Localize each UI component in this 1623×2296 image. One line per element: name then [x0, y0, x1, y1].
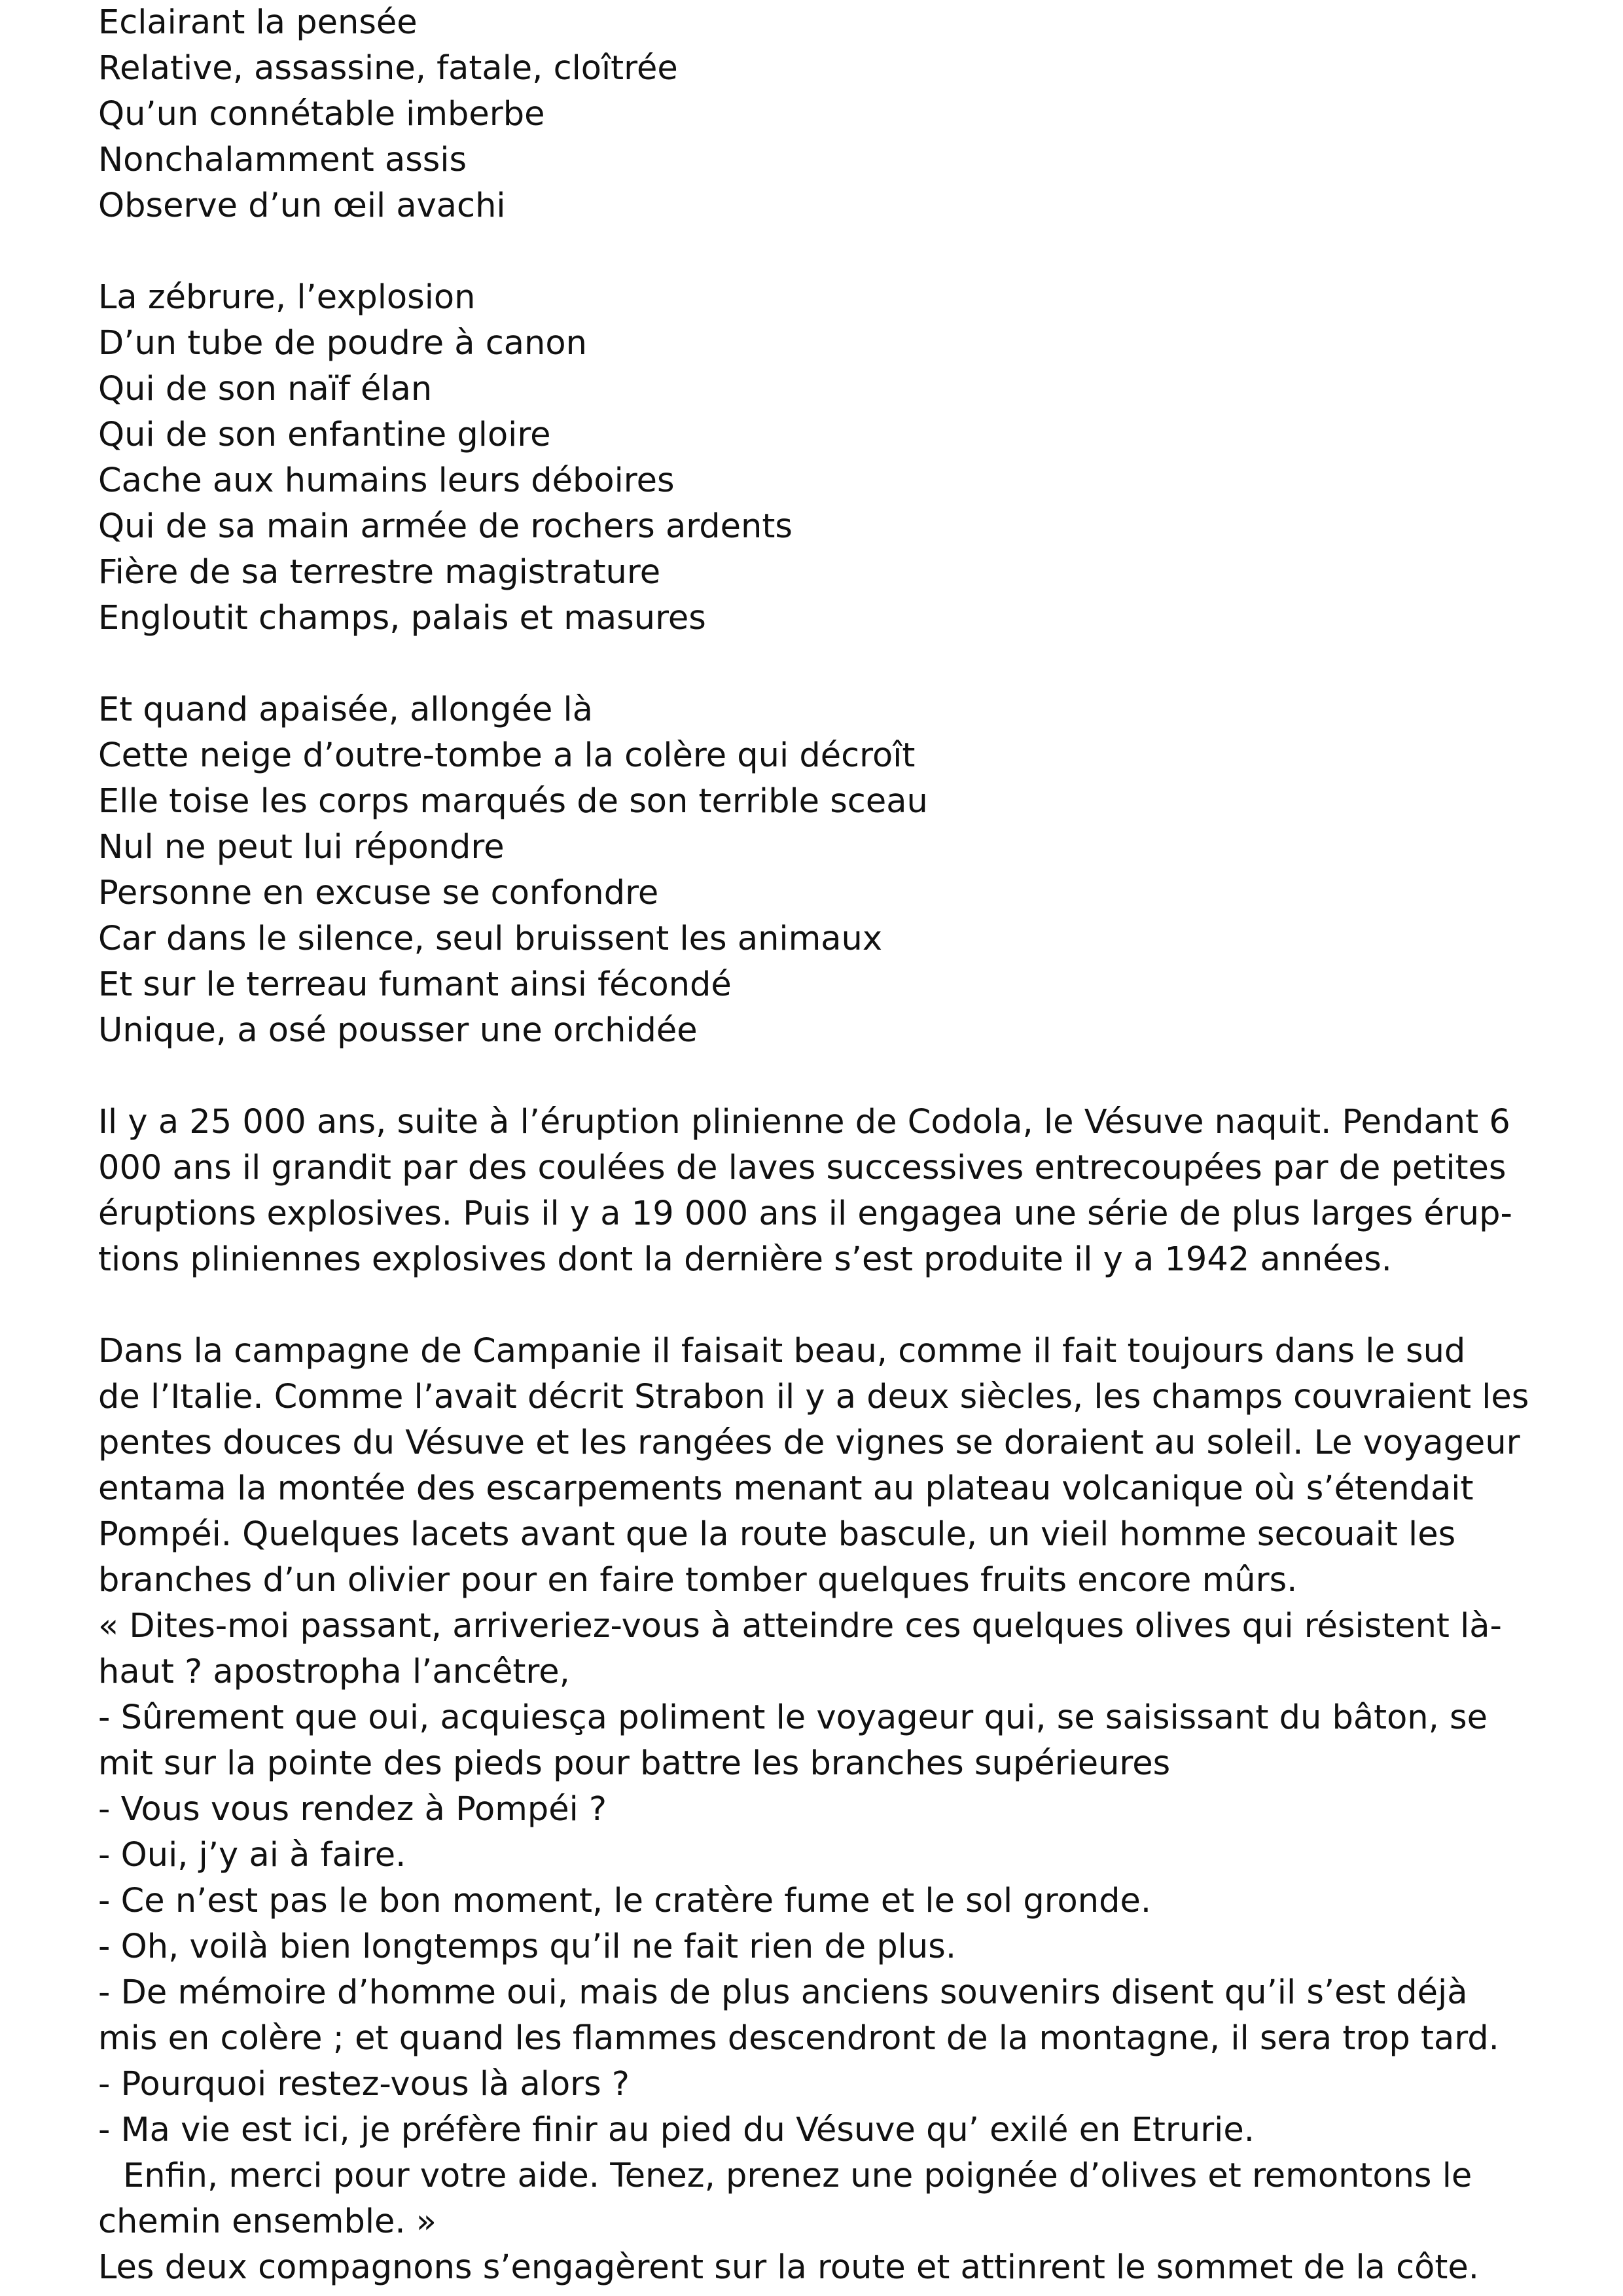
prose-line: de l’Italie. Comme l’avait décrit Strabon il y a deux siècles, les champs couvraient les: [98, 1378, 1529, 1416]
poem-stanza-2: [98, 275, 1525, 641]
poem-line: Nul ne peut lui répondre: [98, 828, 505, 867]
prose-line: entama la montée des escarpements menant au plateau volcanique où s’étendait: [98, 1469, 1474, 1508]
dialogue-line: - Ma vie est ici, je préfère finir au pied du Vésuve qu’ exilé en Etrurie.: [98, 2111, 1255, 2149]
dialogue-line: chemin ensemble. »: [98, 2202, 437, 2241]
prose-line: Pompéi. Quelques lacets avant que la route bascule, un vieil homme secouait les: [98, 1515, 1456, 1554]
poem-line: Cache aux humains leurs déboires: [98, 461, 675, 500]
poem-line: Qui de sa main armée de rochers ardents: [98, 507, 793, 546]
dialogue-line: - Ce n’est pas le bon moment, le cratère fume et le sol gronde.: [98, 1882, 1152, 1920]
prose-line: Il y a 25 000 ans, suite à l’éruption plinienne de Codola, le Vésuve naquit. Pendant 6: [98, 1103, 1510, 1141]
dialogue-line: mis en colère ; et quand les flammes descendront de la montagne, il sera trop tard.: [98, 2019, 1499, 2058]
poem-line: Qui de son enfantine gloire: [98, 416, 551, 454]
prose-line: branches d’un olivier pour en faire tomber quelques fruits encore mûrs.: [98, 1561, 1298, 1600]
poem-line: Car dans le silence, seul bruissent les animaux: [98, 920, 883, 958]
poem-line: D’un tube de poudre à canon: [98, 324, 587, 363]
poem-line: Personne en excuse se confondre: [98, 874, 659, 912]
dialogue-line: - Oui, j’y ai à faire.: [98, 1836, 406, 1874]
stanza-gap: [98, 229, 1525, 275]
dialogue-line: - Pourquoi restez-vous là alors ?: [98, 2065, 630, 2104]
document-page: [98, 0, 1529, 2291]
paragraph-gap: [98, 1283, 1525, 1329]
prose-line: Dans la campagne de Campanie il faisait beau, comme il fait toujours dans le sud: [98, 1332, 1466, 1371]
poem-line: Relative, assassine, fatale, cloîtrée: [98, 49, 678, 88]
poem-line: Qu’un connétable imberbe: [98, 95, 545, 134]
dialogue-line: - Oh, voilà bien longtemps qu’il ne fait rien de plus.: [98, 1928, 957, 1966]
dialogue-line: - Vous vous rendez à Pompéi ?: [98, 1790, 607, 1829]
poem-line: Observe d’un œil avachi: [98, 187, 506, 225]
poem-stanza-3: [98, 687, 1525, 1054]
prose-line: tions pliniennes explosives dont la dernière s’est produite il y a 1942 années.: [98, 1240, 1392, 1279]
poem-line: Unique, a osé pousser une orchidée: [98, 1011, 698, 1050]
poem-line: Elle toise les corps marqués de son terrible sceau: [98, 782, 928, 821]
poem-line: Engloutit champs, palais et masures: [98, 599, 706, 637]
poem-line: Cette neige d’outre-tombe a la colère qui décroît: [98, 736, 916, 775]
paragraph-gap: [98, 1054, 1525, 1100]
dialogue-line: - De mémoire d’homme oui, mais de plus anciens souvenirs disent qu’il s’est déjà: [98, 1973, 1468, 2012]
prose-paragraph-1: [98, 1100, 1525, 1283]
poem-line: Nonchalamment assis: [98, 141, 467, 179]
poem-line: La zébrure, l’explosion: [98, 278, 476, 317]
prose-line: Les deux compagnons s’engagèrent sur la route et attinrent le sommet de la côte.: [98, 2248, 1479, 2287]
dialogue-line: - Sûrement que oui, acquiesça poliment le voyageur qui, se saisissant du bâton, se: [98, 1698, 1488, 1737]
dialogue-line: « Dites-moi passant, arriveriez-vous à atteindre ces quelques olives qui résistent là-: [98, 1607, 1502, 1645]
poem-line: Et sur le terreau fumant ainsi fécondé: [98, 965, 732, 1004]
poem-line: Fière de sa terrestre magistrature: [98, 553, 661, 592]
poem-line: Qui de son naïf élan: [98, 370, 433, 408]
prose-line: pentes douces du Vésuve et les rangées de vignes se doraient au soleil. Le voyageur: [98, 1424, 1520, 1462]
prose-line: 000 ans il grandit par des coulées de laves successives entrecoupées par de petites: [98, 1149, 1507, 1187]
stanza-gap: [98, 641, 1525, 687]
poem-line: Et quand apaisée, allongée là: [98, 691, 593, 729]
prose-paragraph-2: [98, 1329, 1529, 2291]
poem-stanza-1: [98, 0, 1525, 229]
dialogue-line: mit sur la pointe des pieds pour battre les branches supérieures: [98, 1744, 1171, 1783]
prose-line: éruptions explosives. Puis il y a 19 000 ans il engagea une série de plus larges érup-: [98, 1194, 1512, 1233]
dialogue-line: Enfin, merci pour votre aide. Tenez, prenez une poignée d’olives et remontons le: [123, 2157, 1472, 2195]
dialogue-line: haut ? apostropha l’ancêtre,: [98, 1653, 570, 1691]
poem-line: Eclairant la pensée: [98, 3, 418, 42]
